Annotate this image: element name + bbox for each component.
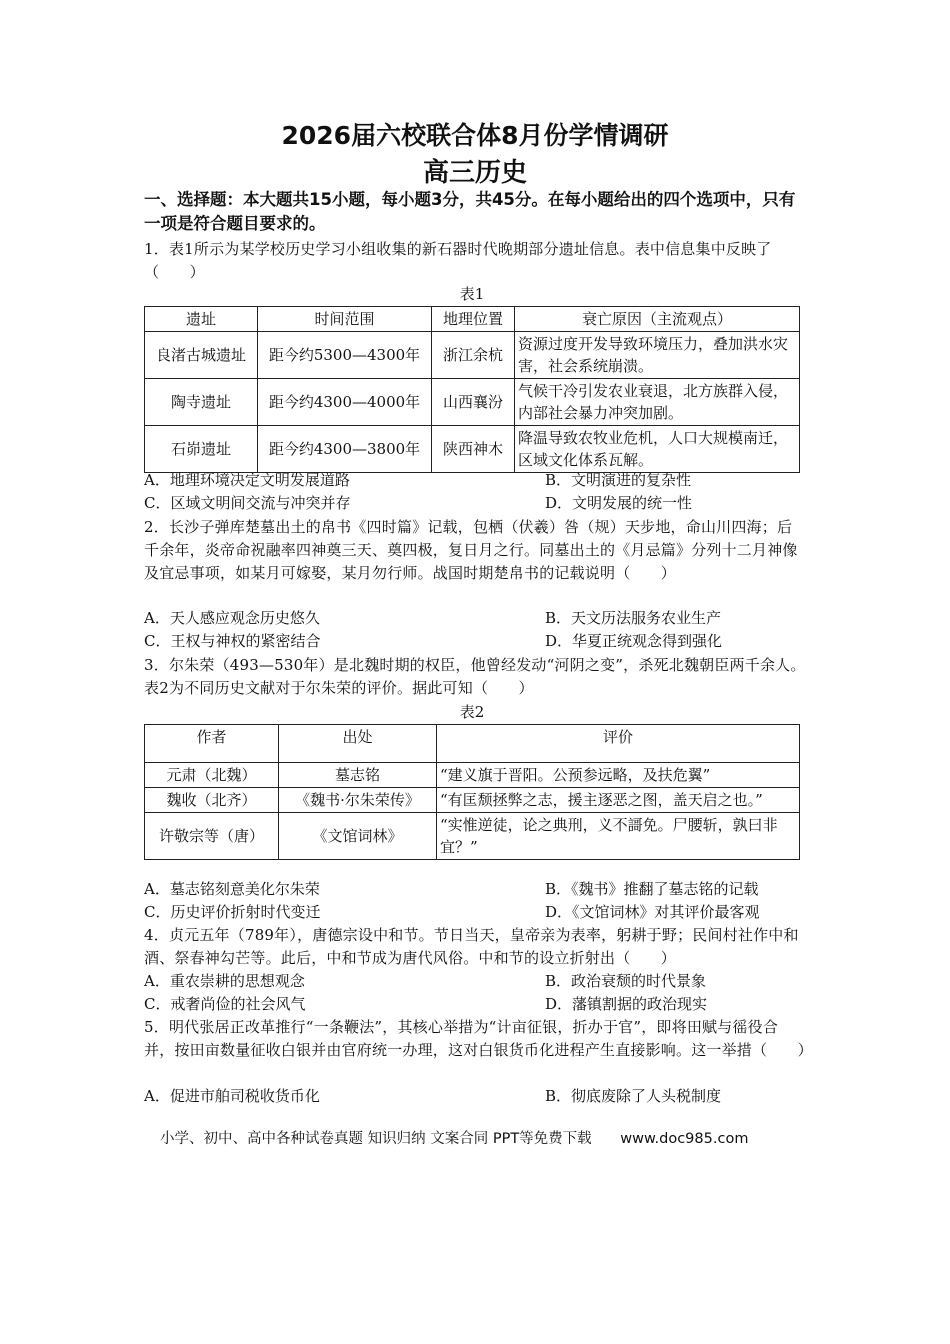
table-cell: 降温导致农牧业危机，人口大规模南迁，区域文化体系瓦解。 [515,426,800,473]
option-d: D．藩镇割据的政治现实 [545,995,708,1013]
table-row [145,813,800,860]
section-heading: 一、选择题：本大题共15小题，每小题3分，共45分。在每小题给出的四个选项中，只有一项是符合题目要求的。 [144,190,796,233]
table-header-cell: 作者 [145,725,279,763]
table-header-row [145,307,800,332]
table-cell: 气候干冷引发农业衰退，北方族群入侵，内部社会暴力冲突加剧。 [515,379,800,426]
table-row [145,332,800,379]
option-b: B．《魏书》推翻了墓志铭的记载 [545,880,759,898]
option-a: A．天人感应观念历史悠久 [144,609,320,627]
option-b: B．文明演进的复杂性 [545,471,692,489]
option-a: A．促进市舶司税收货币化 [144,1087,320,1105]
option-c: C．王权与神权的紧密结合 [144,632,321,650]
table-header-cell: 地理位置 [432,307,515,332]
option-a: A．重农崇耕的思想观念 [144,972,305,990]
table-header-cell: 时间范围 [258,307,432,332]
table-1-caption: 表1 [459,285,485,303]
table-header-cell: 衰亡原因（主流观点） [515,307,800,332]
question-3-stem: 3．尔朱荣（493—530年）是北魏时期的权臣，他曾经发动“河阴之变”，杀死北魏朝臣两千余人。表2为不同历史文献对于尔朱荣的评价。据此可知（ ） [144,656,806,697]
exam-subject: 高三历史 [422,158,527,188]
table-cell: 距今约4300—3800年 [258,426,432,473]
option-b: B．彻底废除了人头税制度 [545,1087,722,1105]
option-b: B．天文历法服务农业生产 [545,609,722,627]
footer-text: 小学、初中、高中各种试卷真题 知识归纳 文案合同 PPT等免费下载 [160,1131,592,1147]
option-b: B．政治衰颓的时代景象 [545,972,707,990]
option-d: D．华夏正统观念得到强化 [545,632,723,650]
table-1 [144,306,800,473]
table-2-caption: 表2 [459,703,485,721]
table-cell: 《魏书·尔朱荣传》 [279,788,437,813]
table-row [145,788,800,813]
table-cell: 浙江余杭 [432,332,515,379]
table-cell: 陕西神木 [432,426,515,473]
table-header-cell: 出处 [279,725,437,763]
table-cell: 元肃（北魏） [145,763,279,788]
table-header-cell: 遗址 [145,307,258,332]
option-d: D．《文馆词林》对其评价最客观 [545,903,760,921]
table-cell: 魏收（北齐） [145,788,279,813]
table-cell: 距今约4300—4000年 [258,379,432,426]
table-cell: 墓志铭 [279,763,437,788]
option-a: A．地理环境决定文明发展道路 [144,471,350,489]
table-cell: 良渚古城遗址 [145,332,258,379]
option-c: C．历史评价折射时代变迁 [144,903,321,921]
question-1-stem: 1．表1所示为某学校历史学习小组收集的新石器时代晚期部分遗址信息。表中信息集中反映了（ ） [144,240,772,281]
table-cell: 陶寺遗址 [145,379,258,426]
question-5-stem: 5．明代张居正改革推行“一条鞭法”，其核心举措为“计亩征银，折办于官”，即将田赋与徭役合并，按田亩数量征收白银并由官府统一办理，这对白银货币化进程产生直接影响。这一举措（ ） [144,1018,813,1059]
option-d: D．文明发展的统一性 [545,494,693,512]
table-row [145,426,800,473]
table-cell: 石峁遗址 [145,426,258,473]
table-header-cell: 评价 [437,725,800,763]
footer-url: www.doc985.com [620,1131,749,1147]
table-cell: “实惟逆徒，论之典刑，义不謌免。尸腰斩，孰曰非宜？” [437,813,800,860]
table-cell: “有匡颓拯弊之志，援主逐恶之图，盖天启之也。” [437,788,800,813]
question-4-stem: 4．贞元五年（789年），唐德宗设中和节。节日当天，皇帝亲为表率，躬耕于野；民间村社作中和酒、祭春神勾芒等。此后，中和节成为唐代风俗。中和节的设立折射出（ ） [144,926,799,967]
option-c: C．区域文明间交流与冲突并存 [144,494,351,512]
table-2 [144,724,800,860]
option-a: A．墓志铭刻意美化尔朱荣 [144,880,320,898]
table-row [145,763,800,788]
page-footer [160,1127,800,1148]
question-2-stem: 2．长沙子弹库楚墓出土的帛书《四时篇》记载，包栖（伏羲）咎（规）天步地，命山川四海；后千余年，炎帝命祝融率四神奠三天、奠四极，复日月之行。同墓出土的《月忌篇》分列十二月神像及宜忌事项，如某月可嫁娶，某月勿行师。战国时期楚帛书的记载说明（ ） [144,518,798,582]
table-cell: “建义旗于晋阳。公预参远略，及扶危翼” [437,763,800,788]
table-header-row [145,725,800,763]
table-cell: 距今约5300—4300年 [258,332,432,379]
table-cell: 许敬宗等（唐） [145,813,279,860]
option-c: C．戒奢尚俭的社会风气 [144,995,306,1013]
table-cell: 《文馆词林》 [279,813,437,860]
exam-title: 2026届六校联合体8月份学情调研 [281,121,669,150]
table-cell: 山西襄汾 [432,379,515,426]
table-row [145,379,800,426]
table-cell: 资源过度开发导致环境压力，叠加洪水灾害，社会系统崩溃。 [515,332,800,379]
